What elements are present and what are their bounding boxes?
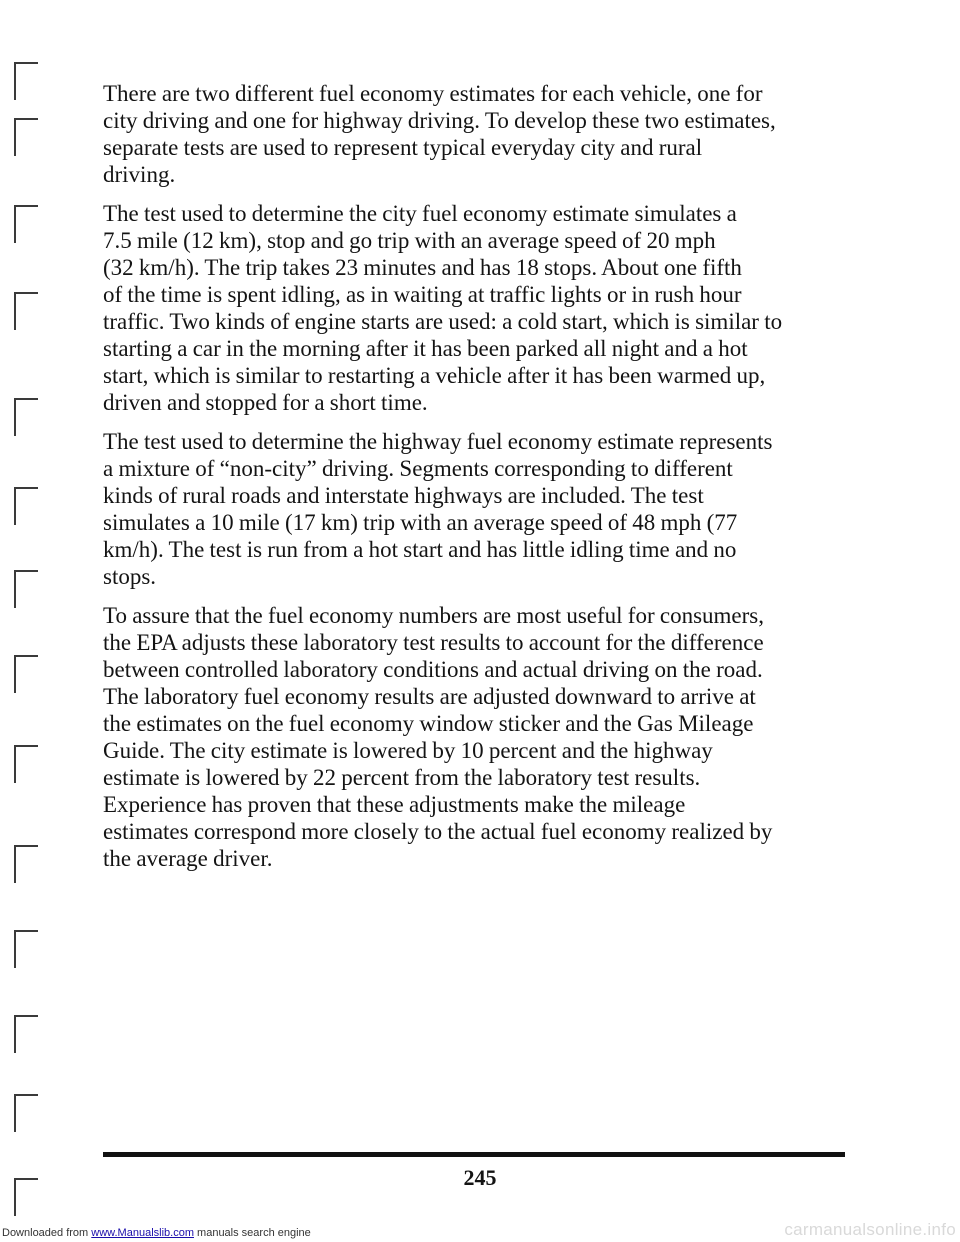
text-line: km/h). The test is run from a hot start and has little idling time and no xyxy=(103,537,737,562)
footer-rule xyxy=(103,1152,845,1157)
text-line: traffic. Two kinds of engine starts are used: a cold start, which is similar to xyxy=(103,309,783,334)
text-line: of the time is spent idling, as in waiting at traffic lights or in rush hour xyxy=(103,282,742,307)
text-line: city driving and one for highway driving. To develop these two estimates, xyxy=(103,108,776,133)
binding-mark xyxy=(14,655,38,693)
binding-mark xyxy=(14,845,38,883)
page-body xyxy=(103,80,848,884)
text-line: Guide. The city estimate is lowered by 10 percent and the highway xyxy=(103,738,713,763)
site-watermark: carmanualsonline.info xyxy=(784,1220,956,1239)
binding-mark xyxy=(14,745,38,783)
text-line: kinds of rural roads and interstate highways are included. The test xyxy=(103,483,704,508)
banner-prefix: Downloaded from xyxy=(2,1227,92,1239)
text-line: There are two different fuel economy estimates for each vehicle, one for xyxy=(103,81,763,106)
text-line: start, which is similar to restarting a vehicle after it has been warmed up, xyxy=(103,363,766,388)
paragraph-city-test xyxy=(103,200,848,416)
binding-mark xyxy=(14,1015,38,1053)
text-line: estimate is lowered by 22 percent from the laboratory test results. xyxy=(103,765,701,790)
binding-mark xyxy=(14,570,38,608)
binding-mark xyxy=(14,398,38,436)
text-line: between controlled laboratory conditions and actual driving on the road. xyxy=(103,657,763,682)
text-line: The test used to determine the city fuel economy estimate simulates a xyxy=(103,201,737,226)
binding-mark xyxy=(14,292,38,330)
binding-mark xyxy=(14,487,38,525)
text-line: 7.5 mile (12 km), stop and go trip with an average speed of 20 mph xyxy=(103,228,716,253)
paragraph-epa-adjustment xyxy=(103,602,848,872)
download-banner xyxy=(2,1227,311,1239)
binding-mark xyxy=(14,1094,38,1132)
text-line: (32 km/h). The trip takes 23 minutes and has 18 stops. About one fifth xyxy=(103,255,742,280)
binding-mark xyxy=(14,205,38,243)
text-line: To assure that the fuel economy numbers are most useful for consumers, xyxy=(103,603,764,628)
text-line: The laboratory fuel economy results are adjusted downward to arrive at xyxy=(103,684,756,709)
text-line: starting a car in the morning after it has been parked all night and a hot xyxy=(103,336,748,361)
binding-mark xyxy=(14,930,38,968)
binding-marks xyxy=(0,0,60,1242)
text-line: estimates correspond more closely to the actual fuel economy realized by xyxy=(103,819,773,844)
text-line: the average driver. xyxy=(103,846,273,871)
text-line: the EPA adjusts these laboratory test results to account for the difference xyxy=(103,630,764,655)
binding-mark xyxy=(14,62,38,100)
text-line: The test used to determine the highway fuel economy estimate represents xyxy=(103,429,773,454)
text-line: separate tests are used to represent typical everyday city and rural xyxy=(103,135,703,160)
text-line: stops. xyxy=(103,564,157,589)
text-line: a mixture of “non-city” driving. Segments corresponding to different xyxy=(103,456,733,481)
text-line: the estimates on the fuel economy window sticker and the Gas Mileage xyxy=(103,711,754,736)
binding-mark xyxy=(14,118,38,156)
text-line: Experience has proven that these adjustments make the mileage xyxy=(103,792,686,817)
manualslib-link[interactable]: www.Manualslib.com xyxy=(91,1227,194,1239)
paragraph-fuel-estimates xyxy=(103,80,848,188)
text-line: driving. xyxy=(103,162,176,187)
text-line: driven and stopped for a short time. xyxy=(103,390,428,415)
page-number: 245 xyxy=(463,1165,497,1190)
paragraph-highway-test xyxy=(103,428,848,590)
banner-suffix: manuals search engine xyxy=(193,1227,311,1239)
text-line: simulates a 10 mile (17 km) trip with an average speed of 48 mph (77 xyxy=(103,510,738,535)
